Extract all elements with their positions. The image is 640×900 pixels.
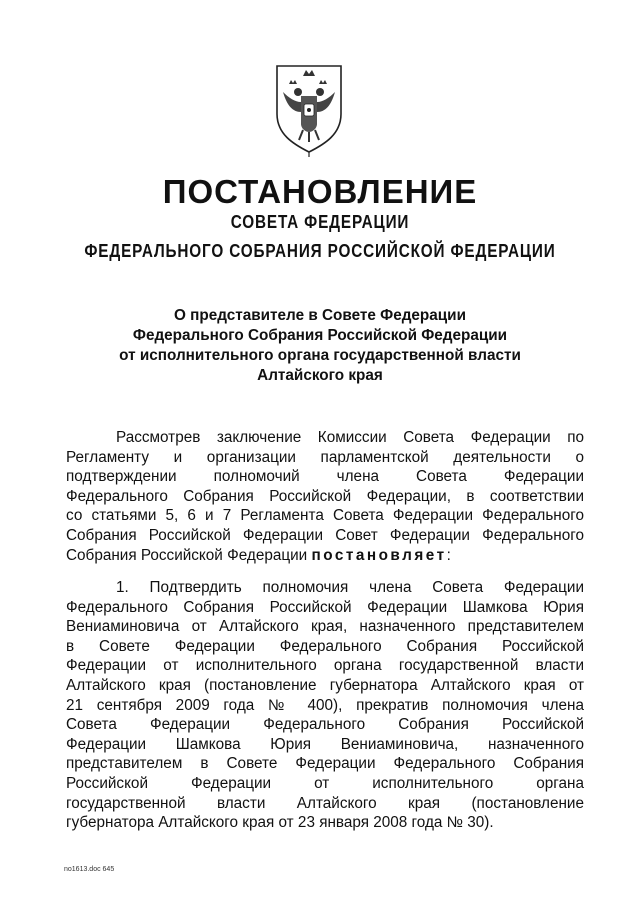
heading-line: от исполнительного органа государственной власти bbox=[119, 347, 521, 364]
paragraph-line: со статьями 5, 6 и 7 Регламента Совета Федерации Федерального bbox=[66, 507, 584, 525]
document-subtitle-line1: СОВЕТА ФЕДЕРАЦИИ bbox=[230, 212, 410, 232]
paragraph-line: 1. Подтвердить полномочия члена Совета Федерации bbox=[116, 579, 584, 596]
resolution-heading bbox=[80, 306, 560, 386]
heading-line: Федерального Собрания Российской Федерации bbox=[132, 327, 508, 344]
document-title: ПОСТАНОВЛЕНИЕ bbox=[162, 173, 478, 210]
paragraph-line: подтверждении полномочий члена Совета Федерации bbox=[66, 468, 584, 486]
coat-of-arms-icon bbox=[273, 62, 345, 158]
paragraph-line: Вениаминовича от Алтайского края, назначенного представителем bbox=[66, 618, 584, 636]
paragraph-line: представителем в Совете Федерации Федерального Собрания bbox=[66, 755, 584, 773]
preamble-paragraph bbox=[66, 428, 584, 565]
paragraph-line: Алтайского края (постановление губернатора Алтайского края от bbox=[66, 676, 584, 694]
heading-line: Алтайского края bbox=[257, 367, 383, 384]
paragraph-line: Федерального Собрания Российской Федерации Шамкова Юрия bbox=[66, 598, 584, 616]
paragraph-line: губернатора Алтайского края от 23 января 2008 года № 30). bbox=[66, 814, 494, 832]
paragraph-line: Российской Федерации от исполнительного органа bbox=[66, 774, 584, 792]
paragraph-line: государственной власти Алтайского края (постановление bbox=[66, 794, 584, 812]
paragraph-line: 21 сентября 2009 года № 400), прекратив полномочия члена bbox=[66, 696, 584, 714]
paragraph-line-final bbox=[66, 546, 584, 566]
document-subtitle-line2: ФЕДЕРАЛЬНОГО СОБРАНИЯ РОССИЙСКОЙ ФЕДЕРАЦИИ bbox=[84, 241, 556, 261]
paragraph-line: Рассмотрев заключение Комиссии Совета Федерации по bbox=[116, 429, 584, 446]
file-reference: no1613.doc 645 bbox=[64, 866, 115, 873]
paragraph-line: Федерального Собрания Российской Федерации, в соответствии bbox=[66, 487, 584, 505]
paragraph-line: Федерации Шамкова Юрия Вениаминовича, назначенного bbox=[66, 735, 584, 753]
heading-line: О представителе в Совете Федерации bbox=[174, 307, 466, 324]
paragraph-line: Совета Федерации Федерального Собрания Российской bbox=[66, 716, 584, 734]
paragraph-line: Собрания Российской Федерации Совет Федерации Федерального bbox=[66, 526, 584, 544]
paragraph-line: Собрания Российской Федерации bbox=[66, 546, 308, 564]
item-1-paragraph bbox=[66, 578, 584, 833]
paragraph-line: Федерации от исполнительного органа государственной власти bbox=[66, 657, 584, 675]
paragraph-line: в Совете Федерации Федерального Собрания Российской bbox=[66, 637, 584, 655]
paragraph-line: Регламенту и организации парламентской деятельности о bbox=[66, 448, 584, 466]
preamble-colon: : bbox=[446, 546, 451, 564]
resolution-verb: постановляет bbox=[311, 546, 447, 564]
